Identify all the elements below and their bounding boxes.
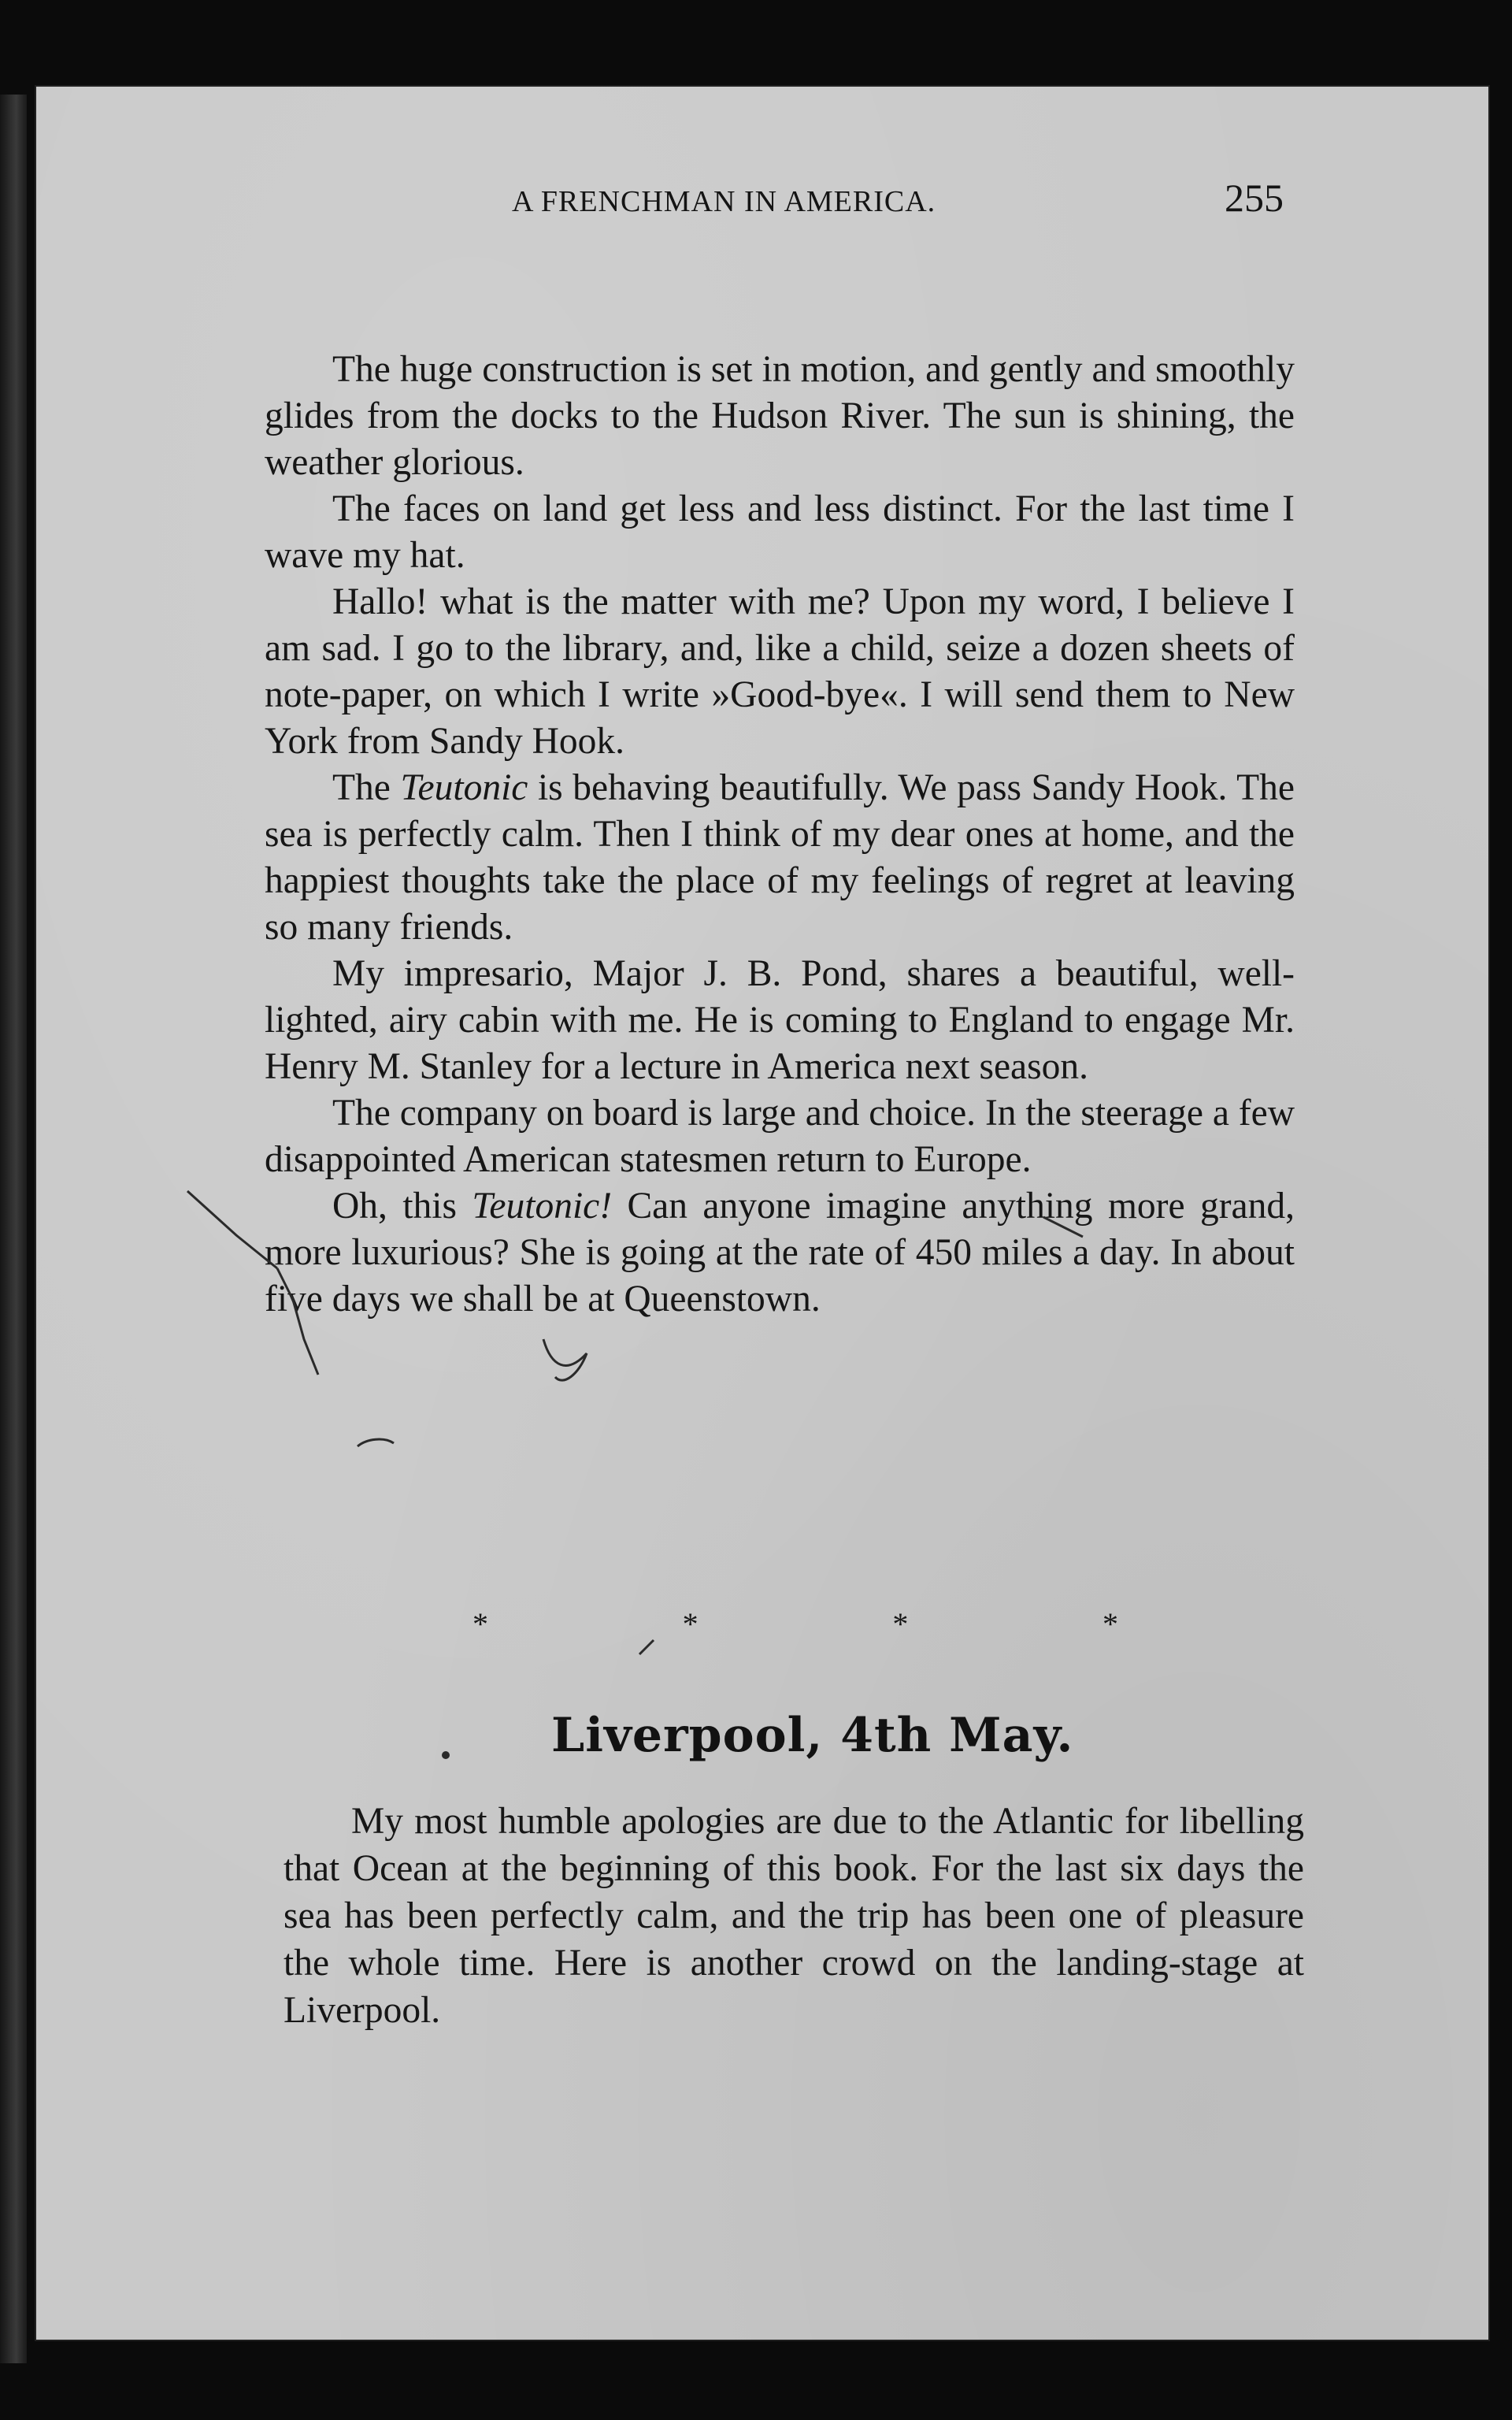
paragraph-apologies: My most humble apologies are due to the Atlantic for libelling that Ocean at the beginning of this book. For the last six days the sea has been perfectly calm, and the trip has been one of pleasure the whole time. Here is another crowd on the landing-stage at Liverpool. xyxy=(284,1801,1304,2031)
paragraph-oh-this-teutonic xyxy=(265,1183,1295,1323)
paragraph-text-before: Oh, this xyxy=(332,1186,472,1227)
paragraph-library: Hallo! what is the matter with me? Upon my word, I believe I am sad. I go to the library, and, like a child, seize a dozen sheets of note-paper, on which I write »Good-bye«. I will send them to New York from Sandy Hook. xyxy=(265,581,1295,762)
paragraph-text-before: The xyxy=(332,767,401,808)
page-header xyxy=(236,175,1284,238)
ship-name-italic: Teutonic! xyxy=(472,1186,613,1227)
running-title: A FRENCHMAN IN AMERICA. xyxy=(512,185,936,218)
asterisk: * xyxy=(1102,1606,1118,1642)
asterisk: * xyxy=(892,1606,909,1642)
paragraph-teutonic-behaving xyxy=(265,765,1295,951)
page-number: 255 xyxy=(1225,176,1284,220)
ship-name-italic: Teutonic xyxy=(400,767,528,808)
body-text xyxy=(265,347,1295,1323)
section-heading: Liverpool, 4th May. xyxy=(551,1708,1074,1763)
paragraph-company-on-board: The company on board is large and choice. In the steerage a few disappointed American statesmen return to Europe. xyxy=(265,1093,1295,1180)
closing-text xyxy=(284,1798,1304,2034)
paragraph-text-after: Can anyone imagine anything more grand, more luxurious? She is going at the rate of 450 miles a day. In about five days we shall be at Queenstown. xyxy=(265,1186,1295,1319)
section-separator xyxy=(472,1605,1118,1642)
paragraph-departure: The huge construction is set in motion, and gently and smoothly glides from the docks to the Hudson River. The sun is shining, the weather glorious. xyxy=(265,349,1295,483)
asterisk: * xyxy=(472,1606,488,1642)
asterisk: * xyxy=(682,1606,699,1642)
paragraph-faces-on-land: The faces on land get less and less distinct. For the last time I wave my hat. xyxy=(265,488,1295,576)
book-spine-edge xyxy=(0,95,27,2363)
paragraph-text-after: is behaving beautifully. We pass Sandy Hook. The sea is perfectly calm. Then I think of my dear ones at home, and the happiest thoughts take the place of my feelings of regret at leaving so many friends. xyxy=(265,767,1295,948)
paragraph-impresario: My impresario, Major J. B. Pond, shares a beautiful, well-lighted, airy cabin with me. He is coming to England to engage Mr. Henry M. Stanley for a lecture in America next season. xyxy=(265,953,1295,1087)
